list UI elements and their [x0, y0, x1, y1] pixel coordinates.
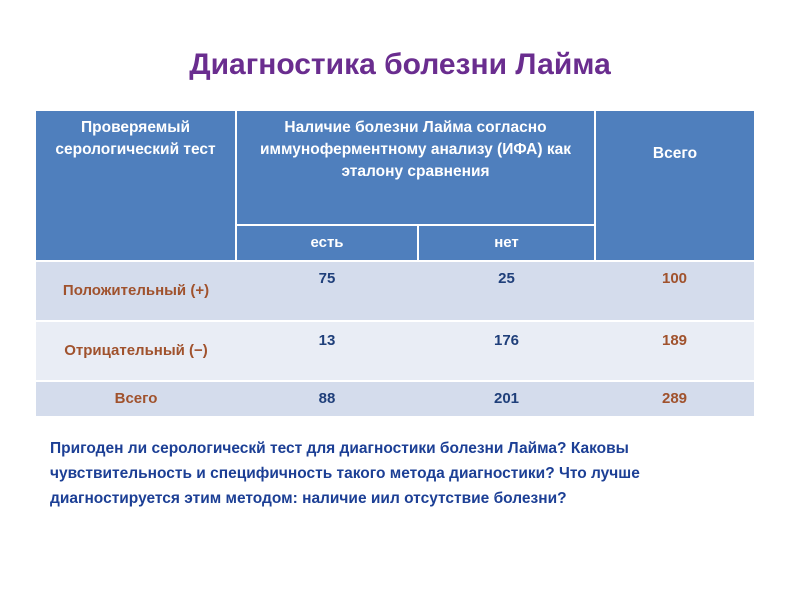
cell-yes: 88 — [236, 381, 418, 416]
cell-total: 100 — [595, 261, 754, 321]
table-row — [36, 321, 754, 381]
cell-yes: 13 — [236, 321, 418, 381]
cell-total: 189 — [595, 321, 754, 381]
lyme-diagnostics-table — [36, 111, 754, 416]
row-label: Отрицательный (−) — [36, 321, 236, 381]
cell-no: 201 — [418, 381, 595, 416]
header-elisa: Наличие болезни Лайма согласно иммуноферментному анализу (ИФА) как эталону сравнения — [236, 111, 595, 225]
row-label: Положительный (+) — [36, 261, 236, 321]
table-row — [36, 261, 754, 321]
cell-yes: 75 — [236, 261, 418, 321]
subheader-yes: есть — [236, 225, 418, 261]
question-text: Пригоден ли серологическй тест для диагностики болезни Лайма? Каковы чувствительность и специфичность такого метода диагностики? Что лучше диагностируется этим методом: наличие иил отсутствие болезни? — [50, 440, 640, 507]
table-header-row — [36, 111, 754, 225]
cell-no: 176 — [418, 321, 595, 381]
header-total: Всего — [595, 111, 754, 261]
row-label: Всего — [36, 381, 236, 416]
header-test: Проверяемый серологический тест — [36, 111, 236, 261]
cell-no: 25 — [418, 261, 595, 321]
subheader-no: нет — [418, 225, 595, 261]
cell-total: 289 — [595, 381, 754, 416]
slide-title: Диагностика болезни Лайма — [189, 48, 611, 81]
table-row — [36, 381, 754, 416]
